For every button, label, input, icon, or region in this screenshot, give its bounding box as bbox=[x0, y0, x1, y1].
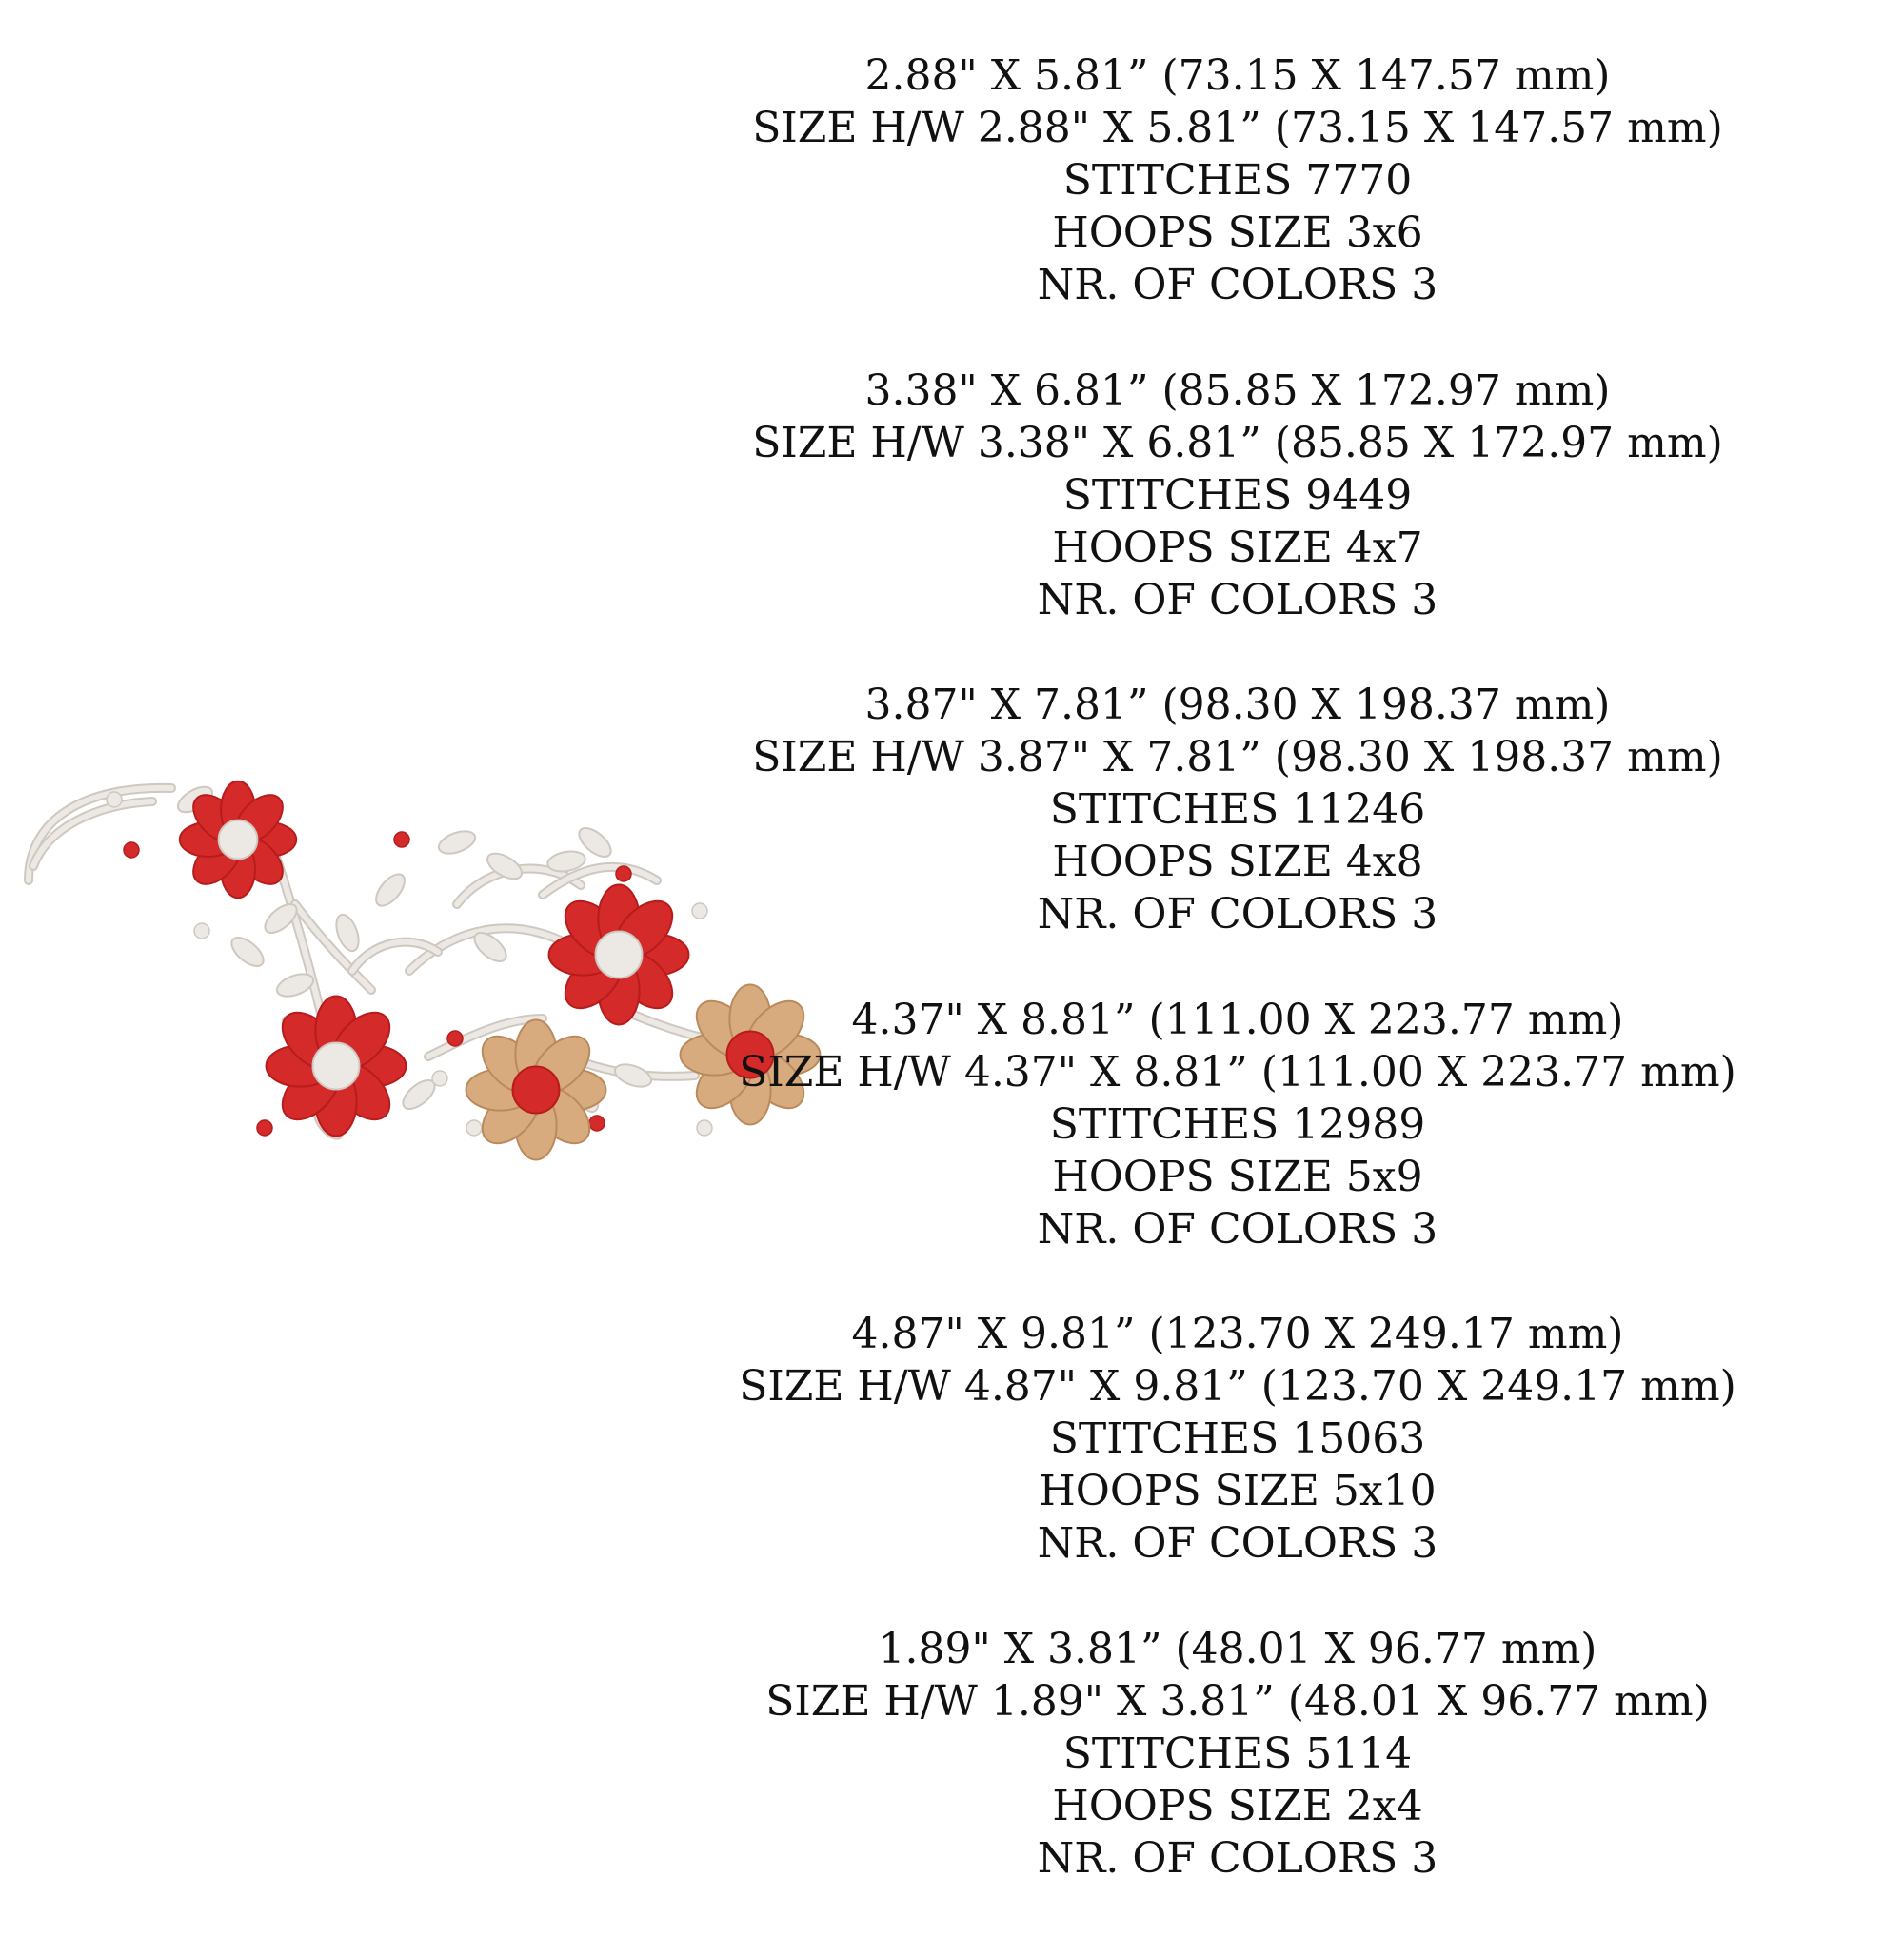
daisy-flower bbox=[267, 997, 407, 1137]
stitch-count: STITCHES 12989 bbox=[1049, 1099, 1426, 1149]
dot bbox=[257, 1120, 272, 1136]
leaf-shape bbox=[227, 932, 268, 971]
design-size-hw: SIZE H/W 3.87" X 7.81” (98.30 X 198.37 mm) bbox=[752, 733, 1723, 781]
hoop-size: HOOPS SIZE 2x4 bbox=[1052, 1781, 1423, 1830]
leaf-shape bbox=[612, 1060, 654, 1091]
design-dimensions: 3.38" X 6.81” (85.85 X 172.97 mm) bbox=[864, 366, 1611, 415]
hoop-size: HOOPS SIZE 5x10 bbox=[1039, 1467, 1437, 1515]
design-size-hw: SIZE H/W 4.87" X 9.81” (123.70 X 249.17 mm) bbox=[739, 1362, 1736, 1411]
design-size-hw: SIZE H/W 1.89" X 3.81” (48.01 X 96.77 mm) bbox=[765, 1676, 1710, 1726]
dot bbox=[466, 1120, 482, 1136]
design-dimensions: 1.89" X 3.81” (48.01 X 96.77 mm) bbox=[878, 1624, 1597, 1673]
hoop-size: HOOPS SIZE 5x9 bbox=[1052, 1152, 1423, 1201]
daisy-flower bbox=[549, 885, 689, 1025]
color-count: NR. OF COLORS 3 bbox=[1037, 261, 1438, 309]
spec-block bbox=[704, 1308, 1771, 1570]
color-count: NR. OF COLORS 3 bbox=[1037, 890, 1438, 939]
design-dimensions: 3.87" X 7.81” (98.30 X 198.37 mm) bbox=[864, 681, 1611, 729]
leaf-shape bbox=[436, 827, 478, 858]
dot bbox=[589, 1116, 605, 1131]
stitch-count: STITCHES 7770 bbox=[1062, 156, 1413, 205]
daisy-flower bbox=[180, 781, 296, 898]
color-count: NR. OF COLORS 3 bbox=[1037, 1833, 1438, 1883]
spec-block bbox=[704, 49, 1771, 311]
dot bbox=[616, 866, 631, 881]
dot bbox=[394, 832, 409, 847]
spec-block bbox=[704, 679, 1771, 940]
dot bbox=[432, 1071, 447, 1086]
hoop-size: HOOPS SIZE 3x6 bbox=[1052, 208, 1423, 257]
color-count: NR. OF COLORS 3 bbox=[1037, 1519, 1438, 1568]
stitch-count: STITCHES 9449 bbox=[1062, 470, 1413, 520]
flower-center bbox=[219, 820, 258, 860]
dot bbox=[194, 923, 209, 939]
design-size-hw: SIZE H/W 2.88" X 5.81” (73.15 X 147.57 mm) bbox=[752, 104, 1723, 152]
spec-block bbox=[704, 1623, 1771, 1885]
spec-block bbox=[704, 365, 1771, 626]
flower-center bbox=[513, 1067, 560, 1114]
color-count: NR. OF COLORS 3 bbox=[1037, 1204, 1438, 1254]
hoop-size: HOOPS SIZE 4x8 bbox=[1052, 838, 1423, 886]
design-dimensions: 2.88" X 5.81” (73.15 X 147.57 mm) bbox=[864, 51, 1611, 100]
dot bbox=[124, 842, 139, 858]
daisy-flower bbox=[466, 1020, 606, 1160]
spec-list bbox=[704, 49, 1771, 1937]
design-size-hw: SIZE H/W 4.37" X 8.81” (111.00 X 223.77 mm) bbox=[739, 1047, 1736, 1097]
stitch-count: STITCHES 15063 bbox=[1049, 1414, 1426, 1463]
dot bbox=[447, 1031, 463, 1046]
spec-block bbox=[704, 994, 1771, 1255]
leaf-shape bbox=[370, 869, 409, 910]
stitch-count: STITCHES 5114 bbox=[1062, 1729, 1413, 1778]
color-count: NR. OF COLORS 3 bbox=[1037, 575, 1438, 624]
flower-center bbox=[313, 1043, 360, 1090]
design-dimensions: 4.37" X 8.81” (111.00 X 223.77 mm) bbox=[851, 995, 1624, 1044]
flower-center bbox=[596, 932, 643, 978]
hoop-size: HOOPS SIZE 4x7 bbox=[1052, 523, 1423, 572]
stitch-count: STITCHES 11246 bbox=[1049, 785, 1426, 834]
dot bbox=[107, 792, 122, 807]
design-dimensions: 4.87" X 9.81” (123.70 X 249.17 mm) bbox=[851, 1310, 1624, 1358]
design-size-hw: SIZE H/W 3.38" X 6.81” (85.85 X 172.97 mm) bbox=[752, 418, 1723, 467]
